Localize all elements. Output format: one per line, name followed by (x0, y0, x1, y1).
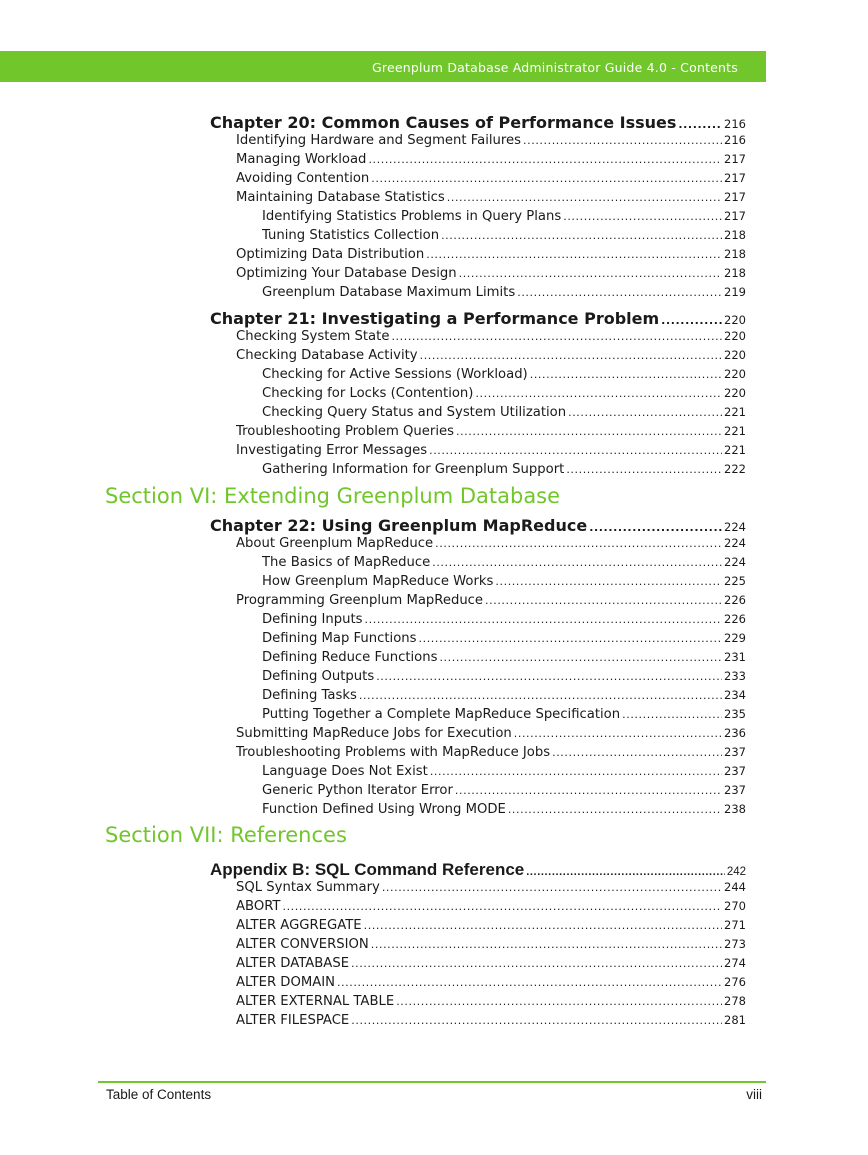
dot-leader (426, 248, 722, 261)
toc-entry-title: Chapter 22: Using Greenplum MapReduce (210, 516, 588, 535)
toc-page-number: 224 (724, 555, 746, 569)
toc-entry-title: Troubleshooting Problems with MapReduce Jobs (236, 745, 551, 760)
toc-page-number: 217 (724, 190, 746, 204)
toc-page-number: 236 (724, 726, 746, 740)
dot-leader (455, 784, 722, 797)
toc-entry-title: Identifying Statistics Problems in Query Plans (262, 209, 562, 224)
dot-leader (530, 368, 722, 381)
toc-page-number: 218 (724, 266, 746, 280)
toc-entry[interactable] (236, 424, 746, 439)
toc-entry-title: ALTER DATABASE (236, 956, 350, 971)
footer-rule (98, 1081, 766, 1083)
toc-entry-title: SQL Syntax Summary (236, 880, 380, 895)
toc-page-number: 222 (724, 462, 746, 476)
dot-leader (485, 594, 722, 607)
toc-entry[interactable] (262, 669, 746, 684)
toc-page-number: 234 (724, 688, 746, 702)
toc-page-number: 220 (724, 329, 746, 343)
dot-leader (517, 286, 722, 299)
toc-entry[interactable] (262, 707, 746, 722)
toc-entry-title: Investigating Error Messages (236, 443, 428, 458)
toc-chapter-entry[interactable] (210, 860, 746, 880)
toc-entry-title: Function Defined Using Wrong MODE (262, 802, 506, 817)
toc-entry[interactable] (236, 190, 746, 205)
dot-leader (371, 172, 722, 185)
toc-entry[interactable] (262, 574, 746, 589)
toc-entry[interactable] (236, 918, 746, 933)
toc-chapter-entry[interactable] (210, 309, 746, 328)
toc-entry[interactable] (262, 285, 746, 300)
toc-entry[interactable] (236, 329, 746, 344)
toc-entry-title: Appendix B: SQL Command Reference (210, 860, 525, 879)
dot-leader (447, 191, 722, 204)
toc-page-number: 237 (724, 745, 746, 759)
dot-leader (495, 575, 722, 588)
toc-page-number: 220 (724, 386, 746, 400)
toc-page-number: 235 (724, 707, 746, 721)
dot-leader (475, 387, 722, 400)
toc-page-number: 221 (724, 405, 746, 419)
dot-leader (678, 118, 722, 131)
toc-entry[interactable] (236, 133, 746, 148)
dot-leader (376, 670, 722, 683)
toc-page-number: 276 (724, 975, 746, 989)
dot-leader (371, 938, 722, 951)
toc-page-number: 237 (724, 764, 746, 778)
toc-page-number: 224 (724, 520, 746, 534)
header-bar (0, 51, 766, 82)
toc-entry[interactable] (262, 631, 746, 646)
dot-leader (435, 537, 722, 550)
toc-entry[interactable] (262, 764, 746, 779)
toc-entry-title: Checking Query Status and System Utilization (262, 405, 567, 420)
toc-entry-title: Managing Workload (236, 152, 367, 167)
toc-entry[interactable] (236, 152, 746, 167)
toc-page-number: 217 (724, 171, 746, 185)
toc-entry[interactable] (236, 899, 746, 914)
dot-leader (420, 349, 722, 362)
dot-leader (419, 632, 723, 645)
toc-entry[interactable] (236, 593, 746, 608)
dot-leader (351, 957, 722, 970)
toc-page-number: 278 (724, 994, 746, 1008)
toc-entry-title: Generic Python Iterator Error (262, 783, 453, 798)
toc-entry[interactable] (262, 405, 746, 420)
running-header-title: Greenplum Database Administrator Guide 4.0 - Contents (372, 60, 738, 75)
toc-page-number: 274 (724, 956, 746, 970)
toc-page-number: 281 (724, 1013, 746, 1027)
toc-entry[interactable] (236, 348, 746, 363)
dot-leader (391, 330, 722, 343)
toc-entry-title: How Greenplum MapReduce Works (262, 574, 494, 589)
toc-entry-title: Identifying Hardware and Segment Failures (236, 133, 522, 148)
toc-entry-title: Optimizing Your Database Design (236, 266, 457, 281)
toc-page-number: 271 (724, 918, 746, 932)
section-heading: Section VI: Extending Greenplum Database (105, 484, 561, 508)
toc-chapter-entry[interactable] (210, 516, 746, 535)
toc-entry-title: Defining Reduce Functions (262, 650, 438, 665)
toc-page-number: 224 (724, 536, 746, 550)
toc-entry-title: Avoiding Contention (236, 171, 370, 186)
dot-leader (459, 267, 722, 280)
toc-page-number: 233 (724, 669, 746, 683)
toc-entry[interactable] (236, 994, 746, 1009)
toc-entry-title: Chapter 21: Investigating a Performance Problem (210, 309, 660, 328)
toc-entry-title: Chapter 20: Common Causes of Performance Issues (210, 113, 677, 132)
dot-leader (359, 689, 722, 702)
toc-page-number: 221 (724, 443, 746, 457)
dot-leader (589, 521, 722, 534)
toc-page-number: 226 (724, 612, 746, 626)
dot-leader (429, 444, 722, 457)
dot-leader (622, 708, 722, 721)
toc-page-number: 217 (724, 209, 746, 223)
toc-page-number: 242 (726, 866, 746, 878)
toc-entry-title: Checking System State (236, 329, 390, 344)
toc-entry-title: Troubleshooting Problem Queries (236, 424, 454, 439)
toc-page-number: 273 (724, 937, 746, 951)
toc-entry-title: Defining Map Functions (262, 631, 417, 646)
dot-leader (661, 314, 722, 327)
page-number: viii (746, 1087, 762, 1102)
toc-page-number: 225 (724, 574, 746, 588)
toc-chapter-entry[interactable] (210, 113, 746, 132)
dot-leader (508, 803, 722, 816)
dot-leader (337, 976, 722, 989)
toc-entry-title: Programming Greenplum MapReduce (236, 593, 484, 608)
toc-entry-title: Tuning Statistics Collection (262, 228, 440, 243)
dot-leader (382, 881, 722, 894)
toc-entry-title: Gathering Information for Greenplum Support (262, 462, 565, 477)
toc-entry-title: ALTER AGGREGATE (236, 918, 362, 933)
toc-entry-title: Defining Inputs (262, 612, 363, 627)
toc-entry[interactable] (262, 650, 746, 665)
toc-page-number: 229 (724, 631, 746, 645)
toc-entry[interactable] (262, 386, 746, 401)
toc-entry-title: ALTER FILESPACE (236, 1013, 350, 1028)
dot-leader (568, 406, 722, 419)
dot-leader (432, 556, 722, 569)
toc-page-number: 220 (724, 367, 746, 381)
toc-entry-title: Checking for Active Sessions (Workload) (262, 367, 528, 382)
toc-entry-title: Checking for Locks (Contention) (262, 386, 474, 401)
toc-page-number: 238 (724, 802, 746, 816)
dot-leader (514, 727, 722, 740)
dot-leader (368, 153, 722, 166)
toc-entry[interactable] (236, 247, 746, 262)
toc-page-number: 231 (724, 650, 746, 664)
dot-leader (566, 463, 722, 476)
toc-entry-title: ALTER EXTERNAL TABLE (236, 994, 395, 1009)
dot-leader (396, 995, 722, 1008)
toc-page-number: 220 (724, 348, 746, 362)
toc-entry[interactable] (236, 443, 746, 458)
toc-entry-title: Greenplum Database Maximum Limits (262, 285, 516, 300)
toc-page-number: 270 (724, 899, 746, 913)
footer-label: Table of Contents (106, 1087, 212, 1102)
toc-entry[interactable] (236, 937, 746, 952)
dot-leader (523, 134, 722, 147)
toc-entry[interactable] (236, 726, 746, 741)
toc-entry[interactable] (262, 688, 746, 703)
toc-entry-title: Checking Database Activity (236, 348, 418, 363)
toc-entry[interactable] (236, 266, 746, 281)
toc-entry-title: Submitting MapReduce Jobs for Execution (236, 726, 512, 741)
toc-entry-title: Maintaining Database Statistics (236, 190, 445, 205)
toc-entry[interactable] (236, 880, 746, 895)
toc-entry[interactable] (262, 367, 746, 382)
toc-entry-title: Defining Outputs (262, 669, 375, 684)
toc-entry-title: Putting Together a Complete MapReduce Specification (262, 707, 621, 722)
dot-leader (351, 1014, 722, 1027)
toc-page-number: 218 (724, 247, 746, 261)
toc-entry[interactable] (262, 228, 746, 243)
dot-leader (365, 613, 723, 626)
toc-page-number: 216 (724, 133, 746, 147)
toc-page-number: 216 (724, 117, 746, 131)
toc-entry-title: Optimizing Data Distribution (236, 247, 425, 262)
dot-leader (282, 900, 722, 913)
toc-entry-title: ALTER CONVERSION (236, 937, 369, 952)
toc-entry[interactable] (262, 209, 746, 224)
toc-entry[interactable] (262, 783, 746, 798)
toc-entry[interactable] (262, 462, 746, 477)
toc-entry-title: The Basics of MapReduce (262, 555, 431, 570)
toc-page-number: 226 (724, 593, 746, 607)
dot-leader (441, 229, 722, 242)
toc-page-number: 221 (724, 424, 746, 438)
dot-leader (430, 765, 722, 778)
toc-entry[interactable] (236, 171, 746, 186)
toc-entry[interactable] (236, 956, 746, 971)
toc-entry-title: About Greenplum MapReduce (236, 536, 434, 551)
toc-page-number: 217 (724, 152, 746, 166)
dot-leader (456, 425, 722, 438)
toc-entry[interactable] (236, 536, 746, 551)
dot-leader (552, 746, 722, 759)
toc-page-number: 244 (724, 880, 746, 894)
toc-entry[interactable] (262, 802, 746, 817)
toc-entry[interactable] (262, 612, 746, 627)
toc-page-number: 220 (724, 313, 746, 327)
dot-leader (563, 210, 722, 223)
toc-page-number: 218 (724, 228, 746, 242)
toc-entry[interactable] (262, 555, 746, 570)
dot-leader (526, 866, 725, 878)
toc-entry[interactable] (236, 745, 746, 760)
toc-entry-title: ABORT (236, 899, 281, 914)
toc-entry-title: Language Does Not Exist (262, 764, 428, 779)
toc-entry-title: Defining Tasks (262, 688, 357, 703)
toc-page-number: 219 (724, 285, 746, 299)
toc-page-number: 237 (724, 783, 746, 797)
section-heading: Section VII: References (105, 823, 347, 847)
dot-leader (364, 919, 722, 932)
dot-leader (439, 651, 722, 664)
toc-entry[interactable] (236, 975, 746, 990)
toc-entry-title: ALTER DOMAIN (236, 975, 335, 990)
toc-entry[interactable] (236, 1013, 746, 1028)
